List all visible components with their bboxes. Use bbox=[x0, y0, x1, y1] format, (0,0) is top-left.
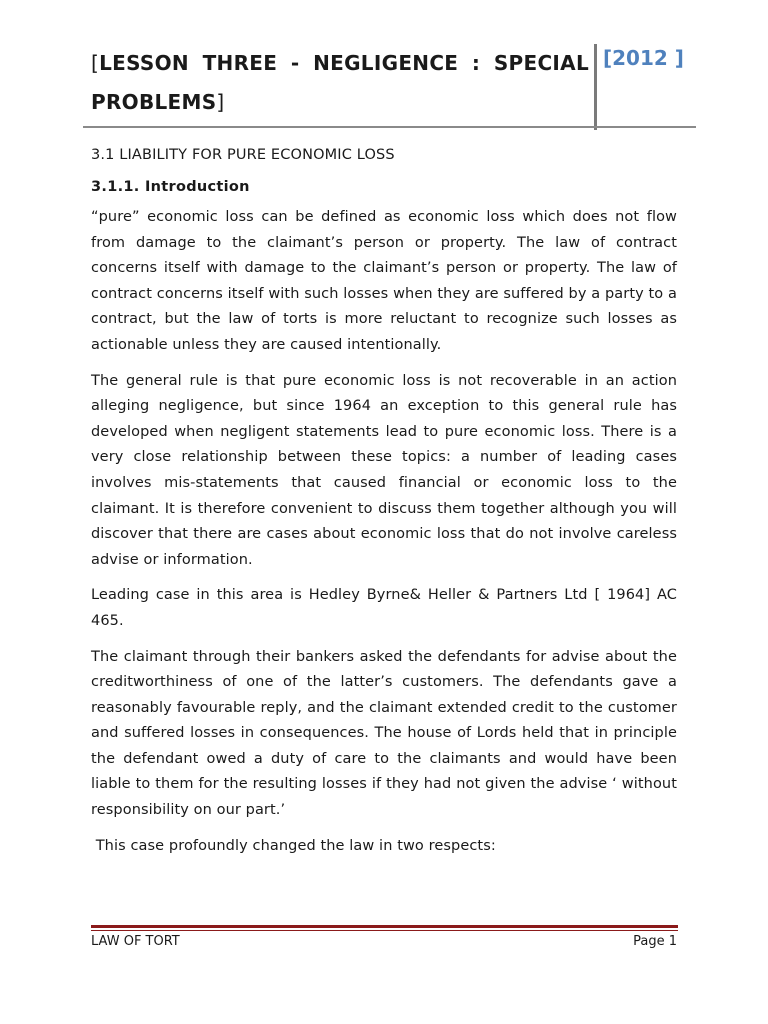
section-subheading: 3.1.1. Introduction bbox=[91, 179, 250, 195]
bracket-open: [ bbox=[91, 51, 100, 75]
header-divider bbox=[594, 44, 597, 130]
paragraph-3: Leading case in this area is Hedley Byrne& Heller & Partners Ltd [ 1964] AC 465. bbox=[91, 587, 677, 629]
paragraph-1: “pure” economic loss can be defined as economic loss which does not flow from damage to the claimant’s person or property. The law of contract concerns itself with damage to the claimant’s person or property. The law of contract concerns itself with such losses when they are suffered by a party to a contract, but the law of torts is more reluctant to recognize such losses as actionable unless they are caused intentionally. bbox=[91, 209, 677, 353]
lesson-title-text: LESSON THREE - NEGLIGENCE : SPECIAL PROBLEMS bbox=[91, 51, 589, 114]
paragraph-5: This case profoundly changed the law in two respects: bbox=[91, 837, 496, 854]
footer-rule-thin bbox=[91, 930, 678, 931]
document-body bbox=[91, 141, 677, 869]
paragraph-2: The general rule is that pure economic loss is not recoverable in an action alleging negligence, but since 1964 an exception to this general rule has developed when negligent statements lead to pure economic loss. There is a very close relationship between these topics: a number of leading cases involves mis-statements that caused financial or economic loss to the claimant. It is therefore convenient to discuss them together although you will discover that there are cases about economic loss that do not involve careless advise or information. bbox=[91, 372, 677, 568]
lesson-title bbox=[91, 44, 589, 122]
paragraph-4: The claimant through their bankers asked the defendants for advise about the creditworthiness of one of the latter’s customers. The defendants gave a reasonably favourable reply, and the claimant extended credit to the customer and suffered losses in consequences. The house of Lords held that in principle the defendant owed a duty of care to the claimants and would have been liable to them for the resulting losses if they had not given the advise ‘ without responsibility on our part.’ bbox=[91, 648, 677, 819]
section-heading: 3.1 LIABILITY FOR PURE ECONOMIC LOSS bbox=[91, 147, 395, 163]
bracket-close: ] bbox=[216, 90, 225, 114]
header-rule bbox=[83, 126, 696, 128]
header-year: [2012 ] bbox=[603, 46, 684, 70]
footer-rule bbox=[91, 925, 678, 928]
page-header bbox=[91, 40, 696, 130]
footer-course-title: LAW OF TORT bbox=[91, 934, 180, 949]
footer-page-number: Page 1 bbox=[633, 934, 677, 949]
